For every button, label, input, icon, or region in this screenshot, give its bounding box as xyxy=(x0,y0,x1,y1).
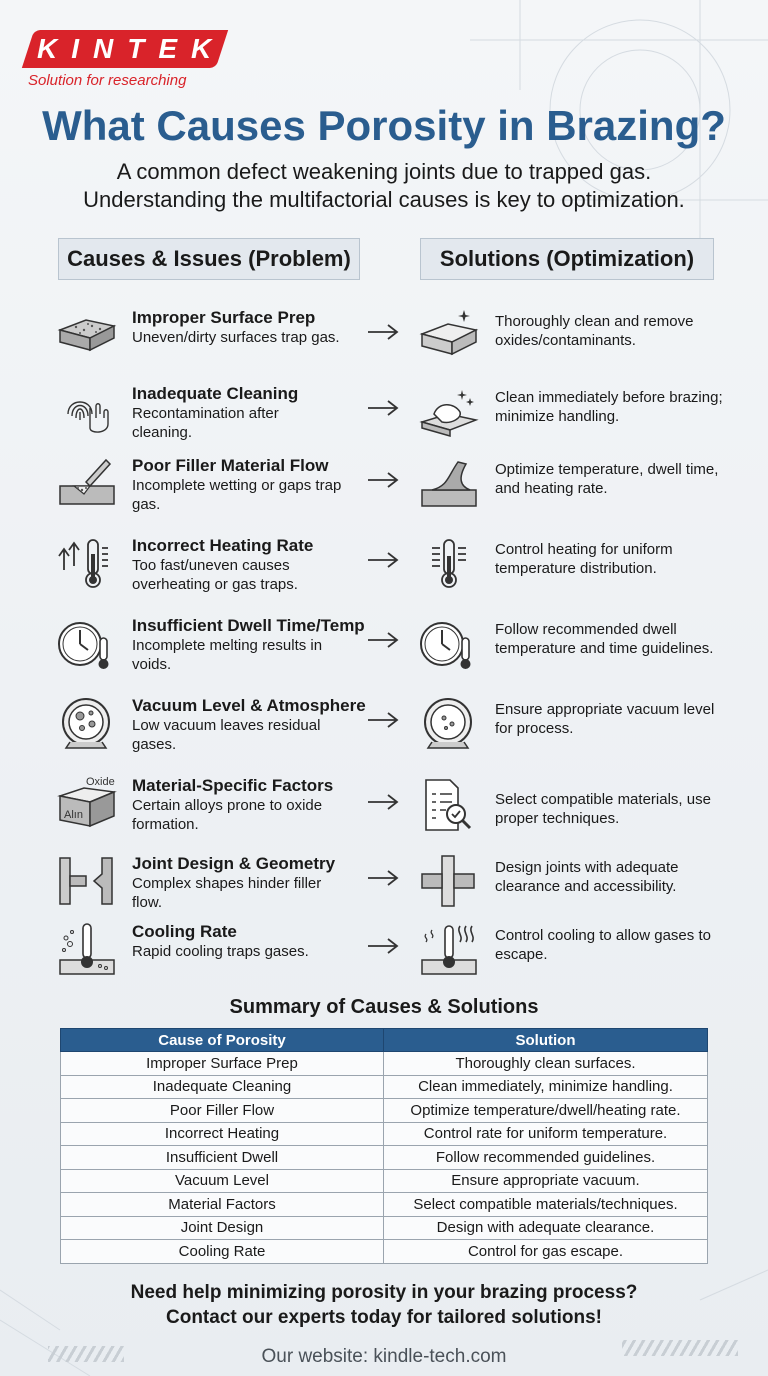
oxide-label: Oxide xyxy=(86,776,115,788)
solution-cell: Ensure appropriate vacuum. xyxy=(384,1169,708,1193)
cause-cell: Incorrect Heating xyxy=(61,1122,384,1146)
thermometer-arrows-icon xyxy=(56,536,118,590)
filler-flow-icon xyxy=(418,456,480,510)
solution-text: Thoroughly clean and remove oxides/contaminants. xyxy=(495,313,694,349)
clock-thermometer-icon xyxy=(56,616,118,670)
cause-title: Poor Filler Material Flow xyxy=(132,456,329,475)
clock-thermometer-icon xyxy=(418,616,480,670)
solution-cell: Select compatible materials/techniques. xyxy=(384,1193,708,1217)
solution-text: Control cooling to allow gases to escape. xyxy=(495,927,711,963)
column-header-cause: Cause of Porosity xyxy=(61,1029,384,1052)
cause-cell: Vacuum Level xyxy=(61,1169,384,1193)
kintek-logo xyxy=(28,30,226,89)
table-row xyxy=(61,1052,708,1076)
solution-text: Design joints with adequate clearance and accessibility. xyxy=(495,859,679,895)
table-row xyxy=(61,1240,708,1264)
cause-description: Complex shapes hinder filler flow. xyxy=(132,875,322,911)
cause-description: Recontamination after cleaning. xyxy=(132,405,279,441)
solution-cell: Control rate for uniform temperature. xyxy=(384,1122,708,1146)
cause-cell: Joint Design xyxy=(61,1216,384,1240)
cause-title: Improper Surface Prep xyxy=(132,308,316,327)
table-row xyxy=(61,1099,708,1123)
fingerprint-icon xyxy=(56,384,118,438)
solution-cell: Clean immediately, minimize handling. xyxy=(384,1075,708,1099)
cause-title: Insufficient Dwell Time/Temp xyxy=(132,616,365,635)
cause-description: Incomplete melting results in voids. xyxy=(132,637,323,673)
cause-title: Incorrect Heating Rate xyxy=(132,536,314,555)
solution-text: Clean immediately before brazing; minimize handling. xyxy=(495,389,723,425)
cause-cell: Poor Filler Flow xyxy=(61,1099,384,1123)
solution-text: Optimize temperature, dwell time, and heating rate. xyxy=(495,461,719,497)
table-row xyxy=(61,1146,708,1170)
subtitle-line-2: Understanding the multifactorial causes is key to optimization. xyxy=(83,187,685,212)
table-row xyxy=(61,1169,708,1193)
checklist-magnifier-icon xyxy=(418,778,480,832)
table-header-row xyxy=(61,1029,708,1052)
summary-table xyxy=(60,1028,708,1264)
cta-line-1: Need help minimizing porosity in your brazing process? xyxy=(130,1282,638,1303)
table-row xyxy=(61,1075,708,1099)
alloy-label: Alın xyxy=(64,809,83,821)
arrow-right-icon xyxy=(366,322,400,342)
cooling-bubbles-icon xyxy=(56,922,118,976)
cause-description: Certain alloys prone to oxide formation. xyxy=(132,797,323,833)
arrow-right-icon xyxy=(366,868,400,888)
arrow-right-icon xyxy=(366,550,400,570)
cause-description: Rapid cooling traps gases. xyxy=(132,943,309,960)
clear-joint-icon xyxy=(418,854,480,908)
website-link[interactable]: Our website: kindle-tech.com xyxy=(261,1346,507,1367)
table-row xyxy=(61,1122,708,1146)
cause-description: Uneven/dirty surfaces trap gas. xyxy=(132,329,340,346)
cause-cell: Improper Surface Prep xyxy=(61,1052,384,1076)
thermometer-icon xyxy=(418,536,480,590)
cause-title: Vacuum Level & Atmosphere xyxy=(132,696,366,715)
complex-joint-icon xyxy=(56,854,118,908)
solution-cell: Thoroughly clean surfaces. xyxy=(384,1052,708,1076)
page-title: What Causes Porosity in Brazing? xyxy=(42,102,726,149)
cause-cell: Inadequate Cleaning xyxy=(61,1075,384,1099)
hand-wipe-icon xyxy=(418,384,480,438)
solution-cell: Follow recommended guidelines. xyxy=(384,1146,708,1170)
solution-cell: Design with adequate clearance. xyxy=(384,1216,708,1240)
arrow-right-icon xyxy=(366,398,400,418)
arrow-right-icon xyxy=(366,792,400,812)
clean-block-icon xyxy=(418,308,480,362)
filler-gap-icon xyxy=(56,456,118,510)
subtitle-line-1: A common defect weakening joints due to trapped gas. xyxy=(116,159,652,184)
cause-cell: Insufficient Dwell xyxy=(61,1146,384,1170)
page-subtitle xyxy=(0,158,768,214)
cause-description: Incomplete wetting or gaps trap gas. xyxy=(132,477,342,513)
table-row xyxy=(61,1216,708,1240)
arrow-right-icon xyxy=(366,630,400,650)
logo-badge xyxy=(22,30,228,68)
solution-cell: Optimize temperature/dwell/heating rate. xyxy=(384,1099,708,1123)
problem-column-header: Causes & Issues (Problem) xyxy=(58,238,360,280)
cause-description: Low vacuum leaves residual gases. xyxy=(132,717,321,753)
logo-tagline: Solution for researching xyxy=(28,72,187,89)
solution-text: Control heating for uniform temperature distribution. xyxy=(495,541,673,577)
solution-text: Follow recommended dwell temperature and time guidelines. xyxy=(495,621,714,657)
cause-description: Too fast/uneven causes overheating or gas traps. xyxy=(132,557,298,593)
vacuum-chamber-icon xyxy=(56,696,118,750)
table-row xyxy=(61,1193,708,1217)
cta-line-2: Contact our experts today for tailored solutions! xyxy=(166,1307,602,1328)
solution-text: Select compatible materials, use proper techniques. xyxy=(495,791,711,827)
solution-column-header: Solutions (Optimization) xyxy=(420,238,714,280)
arrow-right-icon xyxy=(366,710,400,730)
cooling-steam-icon xyxy=(418,922,480,976)
rough-surface-icon xyxy=(56,308,118,362)
solution-cell: Control for gas escape. xyxy=(384,1240,708,1264)
call-to-action xyxy=(0,1280,768,1330)
cause-title: Material-Specific Factors xyxy=(132,776,334,795)
arrow-right-icon xyxy=(366,936,400,956)
cause-title: Inadequate Cleaning xyxy=(132,384,299,403)
solution-text: Ensure appropriate vacuum level for process. xyxy=(495,701,715,737)
column-header-solution: Solution xyxy=(384,1029,708,1052)
vacuum-chamber-icon xyxy=(418,696,480,750)
cause-title: Joint Design & Geometry xyxy=(132,854,336,873)
logo-brand: KINTEK xyxy=(36,33,226,64)
oxide-block-icon xyxy=(56,776,118,830)
cause-cell: Cooling Rate xyxy=(61,1240,384,1264)
cause-cell: Material Factors xyxy=(61,1193,384,1217)
cause-title: Cooling Rate xyxy=(132,922,237,941)
arrow-right-icon xyxy=(366,470,400,490)
summary-title: Summary of Causes & Solutions xyxy=(229,996,539,1018)
